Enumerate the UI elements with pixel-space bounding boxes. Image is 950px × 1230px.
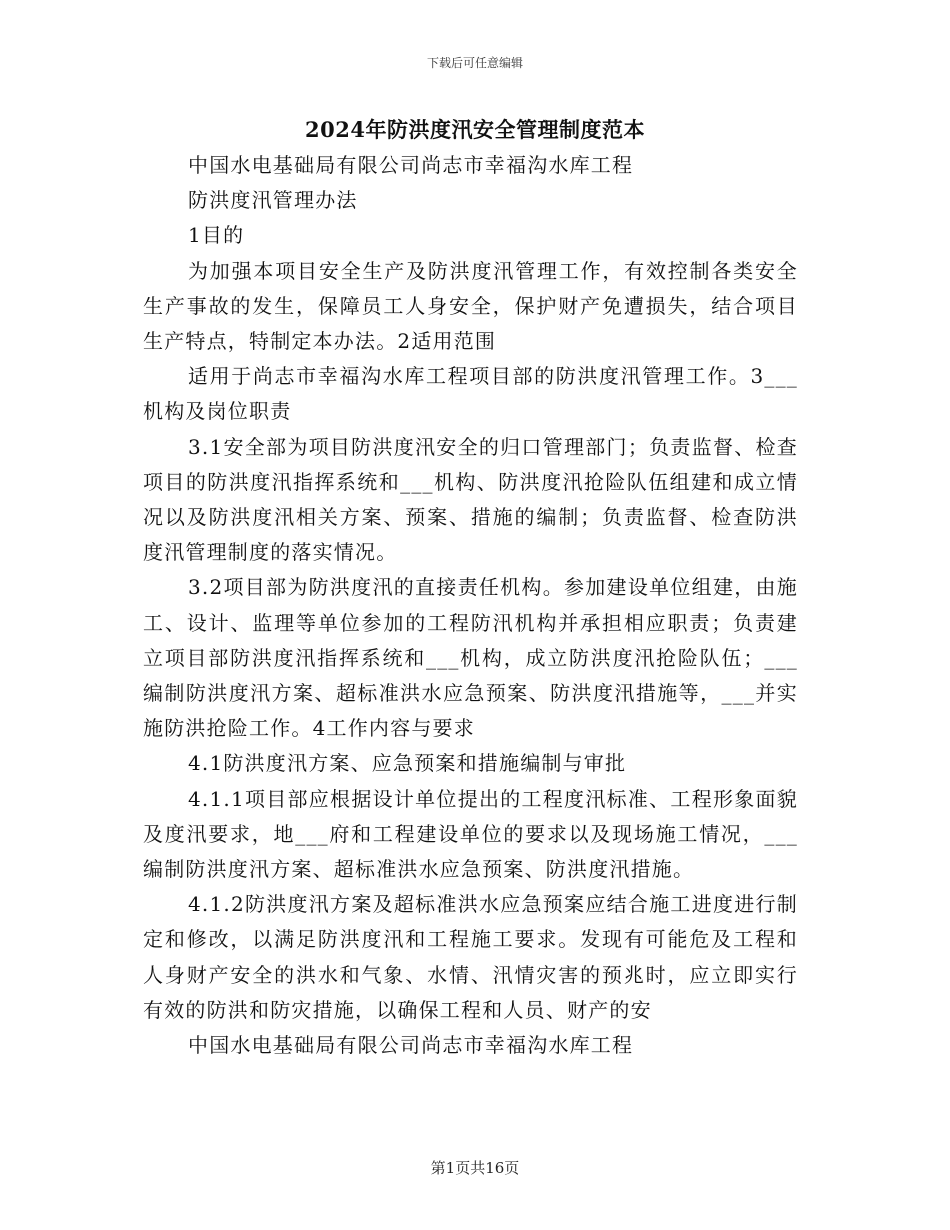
document-body xyxy=(143,148,798,1063)
paragraph-purpose-text: 为加强本项目安全生产及防洪度汛管理工作，有效控制各类安全生产事故的发生，保障员工人身安全，保护财产免遭损失，结合项目生产特点，特制定本办法。2适用范围 xyxy=(143,258,798,354)
paragraph-4-1-1: 4.1.1项目部应根据设计单位提出的工程度汛标准、工程形象面貌及度汛要求，地___府和工程建设单位的要求以及现场施工情况，___编制防洪度汛方案、超标准洪水应急预案、防洪度汛措施。 xyxy=(143,786,798,882)
paragraph-scope-text: 适用于尚志市幸福沟水库工程项目部的防洪度汛管理工作。3___机构及岗位职责 xyxy=(143,364,798,424)
paragraph-3-1: 3.1安全部为项目防洪度汛安全的归口管理部门；负责监督、检查项目的防洪度汛指挥系统和___机构、防洪度汛抢险队伍组建和成立情况以及防洪度汛相关方案、预案、措施的编制；负责监督、检查防洪度汛管理制度的落实情况。 xyxy=(143,434,798,565)
paragraph-company: 中国水电基础局有限公司尚志市幸福沟水库工程 xyxy=(188,153,634,177)
document-title: 2024年防洪度汛安全管理制度范本 xyxy=(305,117,645,142)
page-number: 第1页共16页 xyxy=(430,1159,520,1177)
paragraph-4-1-2: 4.1.2防洪度汛方案及超标准洪水应急预案应结合施工进度进行制定和修改，以满足防洪度汛和工程施工要求。发现有可能危及工程和人身财产安全的洪水和气象、水情、汛情灾害的预兆时，应立即实行有效的防洪和防灾措施，以确保工程和人员、财产的安 xyxy=(143,892,798,1022)
download-note: 下载后可任意编辑 xyxy=(426,56,523,70)
paragraph-4-1: 4.1防洪度汛方案、应急预案和措施编制与审批 xyxy=(188,751,627,776)
paragraph-3-2: 3.2项目部为防洪度汛的直接责任机构。参加建设单位组建，由施工、设计、监理等单位参加的工程防汛机构并承担相应职责；负责建立项目部防洪度汛指挥系统和___机构，成立防洪度汛抢险队伍；___编制防洪度汛方案、超标准洪水应急预案、防洪度汛措施等，___并实施防洪抢险工作。4工作内容与要求 xyxy=(143,575,798,741)
paragraph-method-title: 防洪度汛管理办法 xyxy=(188,188,358,213)
paragraph-company-repeat: 中国水电基础局有限公司尚志市幸福沟水库工程 xyxy=(188,1033,634,1058)
paragraph-section-purpose: 1目的 xyxy=(188,223,245,248)
